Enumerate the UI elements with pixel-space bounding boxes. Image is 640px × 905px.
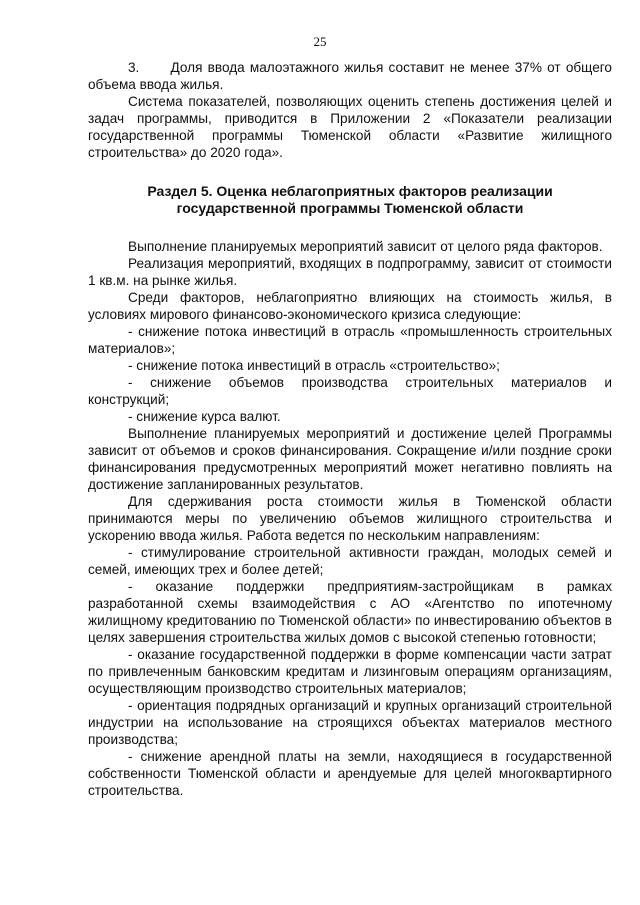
- paragraph: 3. Доля ввода малоэтажного жилья составит не менее 37% от общего объема ввода жилья.: [88, 60, 612, 92]
- list-item: - снижение объемов производства строительных материалов и конструкций;: [88, 375, 612, 407]
- paragraph: Среди факторов, неблагоприятно влияющих на стоимость жилья, в условиях мирового финансово-экономического кризиса следующие:: [88, 290, 612, 322]
- list-item: - снижение арендной платы на земли, находящиеся в государственной собственности Тюменской области и арендуемые для целей многоквартирного строительства.: [88, 749, 612, 798]
- list-item: - оказание государственной поддержки в форме компенсации части затрат по привлеченным банковским кредитам и лизинговым операциям организациям, осуществляющим производство строительных материалов;: [88, 647, 612, 696]
- document-body: [88, 59, 612, 799]
- paragraph: Выполнение планируемых мероприятий и достижение целей Программы зависит от объемов и сроков финансирования. Сокращение и/или поздние сроки финансирования предусмотренных мероприятий может негативно повлиять на достижение запланированных результатов.: [88, 426, 612, 492]
- list-item: - стимулирование строительной активности граждан, молодых семей и семей, имеющих трех и более детей;: [88, 545, 612, 577]
- list-item: - оказание поддержки предприятиям-застройщикам в рамках разработанной схемы взаимодействия с АО «Агентство по ипотечному жилищному кредитованию по Тюменской области» по инвестированию объектов в целях завершения строительства жилых домов с высокой степенью готовности;: [88, 579, 612, 645]
- page-number: 25: [313, 34, 327, 49]
- list-item: - снижение курса валют.: [128, 409, 281, 424]
- paragraph: Выполнение планируемых мероприятий зависит от целого ряда факторов.: [128, 239, 603, 254]
- paragraph: Система показателей, позволяющих оценить степень достижения целей и задач программы, приводится в Приложении 2 «Показатели реализации государственной программы Тюменской области «Развитие жилищного строительства» до 2020 года».: [88, 94, 612, 160]
- paragraph: Для сдерживания роста стоимости жилья в Тюменской области принимаются меры по увеличению объемов жилищного строительства и ускорению ввода жилья. Работа ведется по нескольким направлениям:: [88, 494, 612, 543]
- paragraph: Реализация мероприятий, входящих в подпрограмму, зависит от стоимости 1 кв.м. на рынке жилья.: [88, 256, 612, 288]
- list-item: - ориентация подрядных организаций и крупных организаций строительной индустрии на использование на строящихся объектах материалов местного производства;: [88, 698, 612, 747]
- section-heading: Раздел 5. Оценка неблагоприятных факторов реализации государственной программы Тюменской области: [147, 183, 553, 216]
- list-item: - снижение потока инвестиций в отрасль «строительство»;: [128, 358, 500, 373]
- list-item: - снижение потока инвестиций в отрасль «промышленность строительных материалов»;: [88, 324, 612, 356]
